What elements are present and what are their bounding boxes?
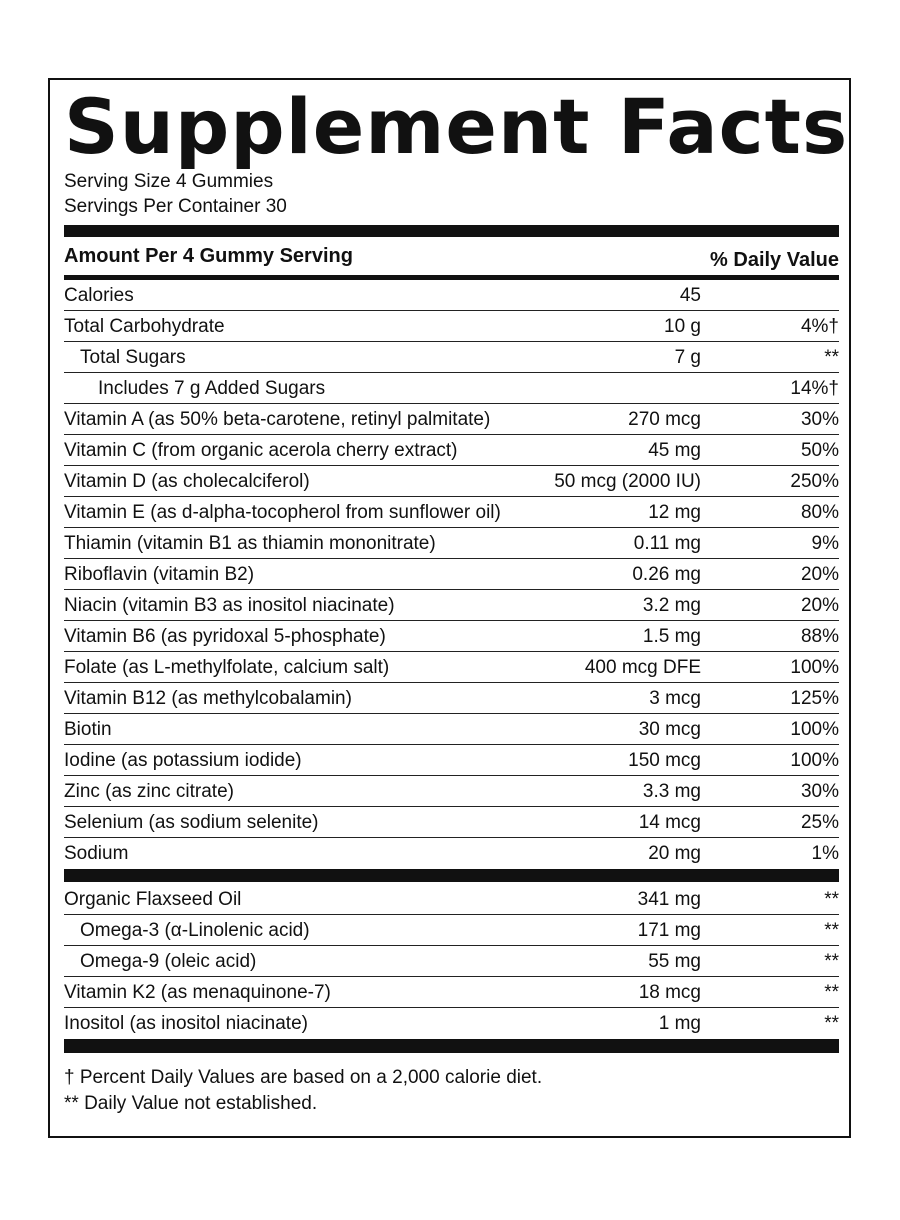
nutrient-list (64, 280, 839, 869)
nutrient-name: Biotin (64, 719, 112, 740)
table-header (64, 237, 839, 275)
table-row (64, 559, 839, 590)
nutrient-daily-value: 30% (800, 781, 839, 802)
table-row (64, 915, 839, 946)
nutrient-daily-value: 100% (790, 719, 839, 740)
ingredient-name: Omega-9 (oleic acid) (80, 951, 257, 972)
nutrient-daily-value: 250% (790, 471, 839, 492)
nutrient-amount: 270 mcg (628, 409, 701, 430)
nutrient-daily-value: 20% (800, 564, 839, 585)
nutrient-amount: 14 mcg (638, 812, 701, 833)
table-row (64, 838, 839, 869)
nutrient-amount: 7 g (674, 347, 701, 368)
table-row (64, 621, 839, 652)
ingredient-name: Omega-3 (α-Linolenic acid) (80, 920, 310, 941)
nutrient-amount: 12 mg (648, 502, 701, 523)
ingredient-name: Inositol (as inositol niacinate) (64, 1013, 308, 1034)
nutrient-daily-value: 25% (800, 812, 839, 833)
table-row (64, 528, 839, 559)
nutrient-name: Total Sugars (80, 347, 186, 368)
table-row (64, 590, 839, 621)
table-row (64, 1008, 839, 1039)
table-row (64, 683, 839, 714)
nutrient-amount: 30 mcg (638, 719, 701, 740)
nutrient-amount: 3.3 mg (642, 781, 701, 802)
nutrient-name: Sodium (64, 843, 129, 864)
nutrient-daily-value: 1% (811, 843, 839, 864)
table-row (64, 946, 839, 977)
footnote-not-established: ** Daily Value not established. (64, 1093, 318, 1114)
nutrient-amount: 0.11 mg (633, 533, 701, 554)
nutrient-amount: 45 mg (648, 440, 701, 461)
table-row (64, 497, 839, 528)
nutrient-name: Total Carbohydrate (64, 316, 225, 337)
nutrient-amount: 20 mg (648, 843, 701, 864)
table-row (64, 466, 839, 497)
nutrient-daily-value: 30% (800, 409, 839, 430)
ingredient-amount: 1 mg (658, 1013, 701, 1034)
other-ingredient-list (64, 884, 839, 1039)
nutrient-daily-value: 9% (811, 533, 839, 554)
nutrient-name: Vitamin E (as d-alpha-tocopherol from sunflower oil) (64, 502, 501, 523)
ingredient-daily-value: ** (824, 982, 839, 1003)
nutrient-amount: 400 mcg DFE (584, 657, 701, 678)
nutrient-daily-value: 125% (790, 688, 839, 709)
section-divider (64, 869, 839, 882)
table-row (64, 311, 839, 342)
footnotes (64, 1065, 839, 1117)
table-row (64, 776, 839, 807)
table-row (64, 884, 839, 915)
table-row (64, 714, 839, 745)
nutrient-name: Vitamin C (from organic acerola cherry extract) (64, 440, 458, 461)
table-row (64, 652, 839, 683)
ingredient-daily-value: ** (824, 951, 839, 972)
nutrient-daily-value: ** (824, 347, 839, 368)
nutrient-amount: 50 mcg (2000 IU) (554, 471, 701, 492)
nutrient-amount: 3 mcg (649, 688, 701, 709)
table-row (64, 807, 839, 838)
nutrient-name: Zinc (as zinc citrate) (64, 781, 234, 802)
ingredient-amount: 55 mg (648, 951, 701, 972)
nutrient-daily-value: 100% (790, 750, 839, 771)
nutrient-amount: 3.2 mg (642, 595, 701, 616)
nutrient-daily-value: 20% (800, 595, 839, 616)
table-row (64, 435, 839, 466)
nutrient-amount: 10 g (664, 316, 701, 337)
table-row (64, 745, 839, 776)
nutrient-name: Selenium (as sodium selenite) (64, 812, 319, 833)
ingredient-name: Vitamin K2 (as menaquinone-7) (64, 982, 331, 1003)
ingredient-daily-value: ** (824, 1013, 839, 1034)
ingredient-amount: 341 mg (637, 889, 701, 910)
ingredient-amount: 171 mg (637, 920, 701, 941)
ingredient-amount: 18 mcg (638, 982, 701, 1003)
nutrient-name: Vitamin D (as cholecalciferol) (64, 471, 310, 492)
ingredient-daily-value: ** (824, 920, 839, 941)
nutrient-name: Folate (as L-methylfolate, calcium salt) (64, 657, 390, 678)
amount-per-serving-label: Amount Per 4 Gummy Serving (64, 245, 353, 267)
thick-divider (64, 225, 839, 237)
supplement-facts-panel (48, 78, 851, 1138)
table-row (64, 373, 839, 404)
nutrient-daily-value: 14%† (790, 378, 839, 399)
nutrient-amount: 0.26 mg (632, 564, 701, 585)
nutrient-daily-value: 50% (800, 440, 839, 461)
nutrient-name: Calories (64, 285, 134, 306)
ingredient-name: Organic Flaxseed Oil (64, 889, 242, 910)
nutrient-name: Vitamin B6 (as pyridoxal 5-phosphate) (64, 626, 386, 647)
nutrient-amount: 45 (679, 285, 701, 306)
nutrient-name: Thiamin (vitamin B1 as thiamin mononitrate) (64, 533, 436, 554)
nutrient-daily-value: 4%† (800, 316, 839, 337)
bottom-divider (64, 1039, 839, 1053)
nutrient-name: Includes 7 g Added Sugars (98, 378, 326, 399)
nutrient-name: Iodine (as potassium iodide) (64, 750, 302, 771)
nutrient-daily-value: 88% (800, 626, 839, 647)
nutrient-amount: 1.5 mg (642, 626, 701, 647)
panel-title: Supplement Facts (64, 82, 849, 171)
table-row (64, 977, 839, 1008)
daily-value-label: % Daily Value (710, 249, 839, 271)
table-row (64, 342, 839, 373)
footnote-daily-value: † Percent Daily Values are based on a 2,000 calorie diet. (64, 1067, 543, 1088)
serving-size: Serving Size 4 Gummies (64, 171, 274, 192)
table-row (64, 404, 839, 435)
nutrient-name: Vitamin A (as 50% beta-carotene, retinyl palmitate) (64, 409, 491, 430)
nutrient-name: Vitamin B12 (as methylcobalamin) (64, 688, 352, 709)
nutrient-name: Riboflavin (vitamin B2) (64, 564, 255, 585)
ingredient-daily-value: ** (824, 889, 839, 910)
servings-per-container: Servings Per Container 30 (64, 196, 287, 217)
nutrient-amount: 150 mcg (628, 750, 701, 771)
table-row (64, 280, 839, 311)
nutrient-daily-value: 80% (800, 502, 839, 523)
nutrient-name: Niacin (vitamin B3 as inositol niacinate) (64, 595, 395, 616)
nutrient-daily-value: 100% (790, 657, 839, 678)
